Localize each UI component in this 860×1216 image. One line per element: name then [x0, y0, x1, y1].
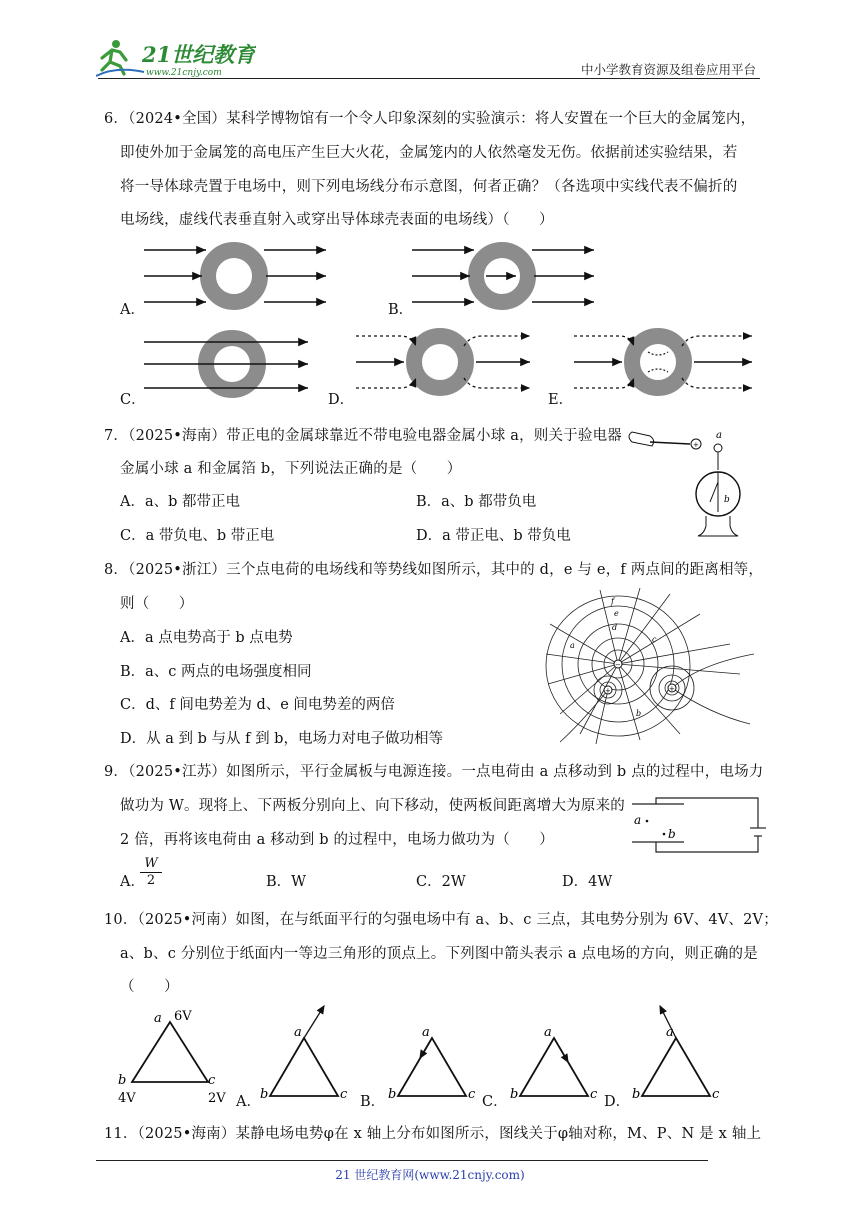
a-vertex-c: c	[340, 1087, 348, 1102]
footer-text[interactable]: 21 世纪教育网(www.21cnjy.com)	[335, 1168, 525, 1182]
header-rule	[98, 78, 760, 79]
q6-option-b: B．	[388, 302, 414, 318]
svg-text:+: +	[693, 441, 699, 449]
b-vertex-b: b	[388, 1087, 397, 1102]
field-label-f: f	[611, 597, 614, 606]
q6-option-a-figure	[144, 250, 326, 302]
q10-line-3: （ ）	[120, 979, 179, 995]
field-label-a: a	[570, 641, 575, 650]
q9-line-2: 做功为 W。现将上、下两板分别向上、向下移动，使两板间距离增大为原来的	[120, 798, 626, 814]
q10-option-c: C．	[482, 1094, 508, 1110]
ref-potential-c: 2V	[208, 1091, 226, 1106]
q6-option-d: D．	[328, 392, 355, 408]
field-label-b: b	[636, 709, 642, 718]
q6-option-a: A．	[120, 302, 145, 318]
logo-text: 21世纪教育	[142, 42, 256, 67]
q10-figures	[110, 1000, 760, 1110]
ref-vertex-c: c	[208, 1073, 216, 1088]
ref-potential-a: 6V	[174, 1009, 192, 1024]
ref-vertex-b: b	[118, 1073, 127, 1088]
c-vertex-c: c	[590, 1087, 598, 1102]
q6-line-2: 即使外加于金属笼的高电压产生巨大火花，金属笼内的人依然毫发无伤。依据前述实验结果，若	[120, 145, 738, 161]
field-lines-figure	[540, 584, 762, 746]
logo	[96, 36, 256, 78]
q6-option-e: E．	[548, 392, 574, 408]
q9-line-3: 2 倍，再将该电荷由 a 移动到 b 的过程中，电场力做功为（ ）	[120, 832, 554, 848]
q6-option-b-figure	[412, 250, 594, 302]
capacitor-figure	[628, 790, 768, 860]
a-vertex-a: a	[294, 1025, 302, 1040]
q6-option-c-figure	[144, 338, 308, 390]
q6-figures	[120, 236, 780, 408]
d-vertex-c: c	[712, 1087, 720, 1102]
capacitor-label-b: b	[668, 827, 676, 841]
q6-option-e-figure	[574, 336, 752, 388]
q9-option-a-fraction	[140, 856, 162, 889]
q7-option-c: C．a 带负电、b 带正电	[120, 528, 275, 544]
q10-option-c-triangle	[510, 1025, 598, 1102]
q10-line-2: a、b、c 分别位于纸面内一等边三角形的顶点上。下列图中箭头表示 a 点电场的方向，则正确的是	[120, 946, 758, 962]
q8-option-b: B．a、c 两点的电场强度相同	[120, 664, 312, 680]
q10-line-1: 10．（2025•河南）如图，在与纸面平行的匀强电场中有 a、b、c 三点，其电势分别为 6V、4V、2V；	[104, 912, 778, 928]
electroscope-label-b: b	[724, 495, 730, 505]
q7-line-1: 7．（2025•海南）带正电的金属球靠近不带电验电器金属小球 a，则关于验电器	[104, 428, 622, 444]
d-vertex-b: b	[632, 1087, 641, 1102]
q8-option-d: D．从 a 到 b 与从 f 到 b，电场力对电子做功相等	[120, 731, 443, 747]
q9-option-b: B．W	[266, 874, 307, 890]
q9-line-1: 9．（2025•江苏）如图所示，平行金属板与电源连接。一点电荷由 a 点移动到 b 点的过程中，电场力	[104, 764, 764, 780]
q9-option-c: C．2W	[416, 874, 466, 890]
q10-option-a: A．	[236, 1094, 261, 1110]
q6-option-d-figure	[356, 336, 530, 388]
d-vertex-a: a	[666, 1025, 674, 1040]
capacitor-label-a: a	[634, 813, 642, 827]
b-vertex-a: a	[422, 1025, 430, 1040]
ref-vertex-a: a	[154, 1011, 162, 1026]
fraction-numerator: W	[140, 856, 162, 873]
q10-option-b-triangle	[388, 1025, 476, 1102]
field-label-d: d	[612, 623, 618, 632]
q7-line-2: 金属小球 a 和金属箔 b，下列说法正确的是（ ）	[120, 461, 462, 477]
a-vertex-b: b	[260, 1087, 269, 1102]
fraction-denominator: 2	[146, 873, 156, 888]
q9-option-a: A．	[120, 874, 145, 890]
q8-line-1: 8．（2025•浙江）三个点电荷的电场线和等势线如图所示，其中的 d，e 与 e，f 两点间的距离相等，	[104, 562, 764, 578]
q11-line-1: 11．（2025•海南）某静电场电势φ在 x 轴上分布如图所示，图线关于φ轴对称，M、P、N 是 x 轴上	[104, 1126, 762, 1142]
q8-line-2: 则（ ）	[120, 596, 194, 612]
q10-option-d-triangle	[632, 1006, 720, 1102]
q10-option-a-triangle	[260, 1006, 348, 1102]
q6-option-c: C．	[120, 392, 146, 408]
q6-line-4: 电场线，虚线代表垂直射入或穿出导体球壳表面的电场线）（ ）	[120, 212, 554, 228]
q10-reference-triangle	[118, 1009, 226, 1106]
q10-option-b: B．	[360, 1094, 386, 1110]
q6-line-1: 6．（2024•全国）某科学博物馆有一个令人印象深刻的实验演示：将人安置在一个巨大的金属笼内，	[104, 111, 756, 127]
footer-rule	[96, 1160, 708, 1161]
electroscope-figure	[620, 422, 760, 542]
q8-option-a: A．a 点电势高于 b 点电势	[120, 630, 293, 646]
q7-option-d: D．a 带正电、b 带负电	[416, 528, 571, 544]
q10-option-d: D．	[604, 1094, 631, 1110]
q6-line-3: 将一导体球壳置于电场中，则下列电场线分布示意图，何者正确？（各选项中实线代表不偏折的	[120, 179, 738, 195]
q7-option-a: A．a、b 都带正电	[120, 494, 241, 510]
q8-option-c: C．d、f 间电势差为 d、e 间电势差的两倍	[120, 697, 395, 713]
svg-text:−: −	[615, 661, 621, 669]
electroscope-label-a: a	[716, 430, 722, 441]
field-label-c: c	[652, 635, 657, 644]
platform-name: 中小学教育资源及组卷应用平台	[580, 62, 756, 77]
ref-potential-b: 4V	[118, 1091, 136, 1106]
logo-url: www.21cnjy.com	[146, 68, 222, 78]
svg-text:+: +	[605, 687, 611, 695]
q7-option-b: B．a、b 都带负电	[416, 494, 537, 510]
svg-text:+: +	[669, 685, 675, 693]
b-vertex-c: c	[468, 1087, 476, 1102]
c-vertex-a: a	[544, 1025, 552, 1040]
c-vertex-b: b	[510, 1087, 519, 1102]
q9-option-d: D．4W	[562, 874, 613, 890]
runner-icon	[96, 40, 144, 76]
field-label-e: e	[614, 609, 619, 618]
